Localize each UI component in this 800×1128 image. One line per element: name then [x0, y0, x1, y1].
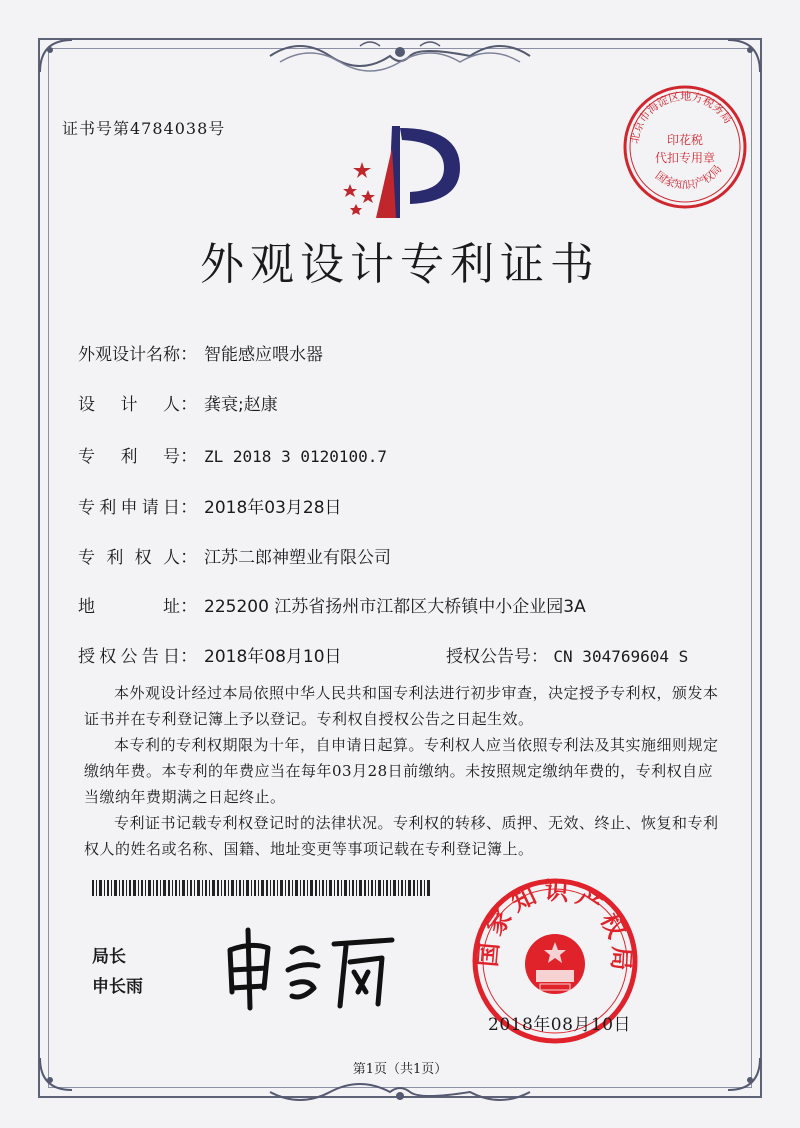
field-announce-no: [446, 642, 688, 667]
address-value: 225200 江苏省扬州市江都区大桥镇中小企业园3A: [204, 597, 586, 617]
barcode: [92, 880, 432, 896]
bottom-ornament: [260, 1080, 540, 1110]
paragraph-1: 本外观设计经过本局依照中华人民共和国专利法进行初步审查，决定授予专利权，颁发本证书并在专利登记簿上予以登记。专利权自授权公告之日起生效。: [84, 684, 719, 728]
announce-no-label: 授权公告号：: [446, 647, 548, 667]
designer-label: 设计人: [78, 395, 180, 415]
tax-stamp: [620, 82, 750, 212]
corner-ornament-tr: [724, 36, 764, 76]
grant-date: 2018年08月10日: [488, 1015, 632, 1035]
patent-no-value: ZL 2018 3 0120100.7: [204, 447, 388, 466]
field-address: 地址 ： 225200 江苏省扬州市江都区大桥镇中小企业园3A: [78, 592, 586, 618]
design-name-value: 智能感应喂水器: [204, 345, 323, 365]
corner-ornament-tl: [36, 36, 76, 76]
stamp-line2: 代扣专用章: [654, 151, 716, 165]
stamp-outer-text: 北京市海淀区地方税务局: [627, 89, 735, 145]
top-ornament: [260, 36, 540, 76]
announce-date-value: 2018年08月10日: [204, 647, 342, 667]
announce-date-label: 授权公告日: [78, 647, 180, 667]
address-label: 地址: [78, 597, 180, 617]
announce-no-value: CN 304769604 S: [553, 647, 689, 666]
paragraph-2: 本专利的专利权期限为十年，自申请日起算。专利权人应当依照专利法及其实施细则规定缴纳年费。本专利的年费应当在每年03月28日前缴纳。未按照规定缴纳年费的，专利权自应当缴纳年费期满之日起终止。: [84, 736, 719, 806]
field-patent-no: 专利号 ： ZL 2018 3 0120100.7: [78, 442, 387, 468]
director-signature: [222, 922, 402, 1012]
paragraph-3: 专利证书记载专利权登记时的法律状况。专利权的转移、质押、无效、终止、恢复和专利权人的姓名或名称、国籍、地址变更等事项记载在专利登记簿上。: [84, 814, 719, 858]
stamp-bottom-text: 国家知识产权局: [652, 162, 725, 192]
national-emblem: [525, 934, 585, 994]
patentee-value: 江苏二郎神塑业有限公司: [204, 548, 391, 568]
patent-no-label: 专利号: [78, 447, 180, 467]
svg-text:国家知识产权局: [653, 162, 725, 192]
field-patentee: 专利权人 ： 江苏二郎神塑业有限公司: [78, 543, 391, 569]
field-announce-date: 授权公告日 ： 2018年08月10日: [78, 642, 342, 668]
page-title: 外观设计专利证书: [200, 239, 600, 290]
director-title: 局长: [92, 947, 126, 967]
director-name: 申长雨: [92, 977, 143, 997]
application-date-label: 专利申请日: [78, 498, 180, 518]
patentee-label: 专利权人: [78, 548, 180, 568]
field-application-date: 专利申请日 ： 2018年03月28日: [78, 493, 342, 519]
field-designer: 设计人 ： 龚衰;赵康: [78, 390, 278, 416]
design-name-label: 外观设计名称: [78, 345, 180, 365]
certificate-number: 证书号第4784038号: [62, 119, 226, 138]
application-date-value: 2018年03月28日: [204, 498, 342, 518]
designer-value: 龚衰;赵康: [204, 395, 278, 415]
cnipa-logo: [330, 118, 480, 228]
seal-text: 国家知识产权局: [474, 876, 636, 978]
stamp-line1: 印花税: [666, 133, 704, 147]
field-design-name: 外观设计名称 ： 智能感应喂水器: [78, 340, 323, 366]
page-number: 第1页（共1页）: [352, 1062, 448, 1077]
